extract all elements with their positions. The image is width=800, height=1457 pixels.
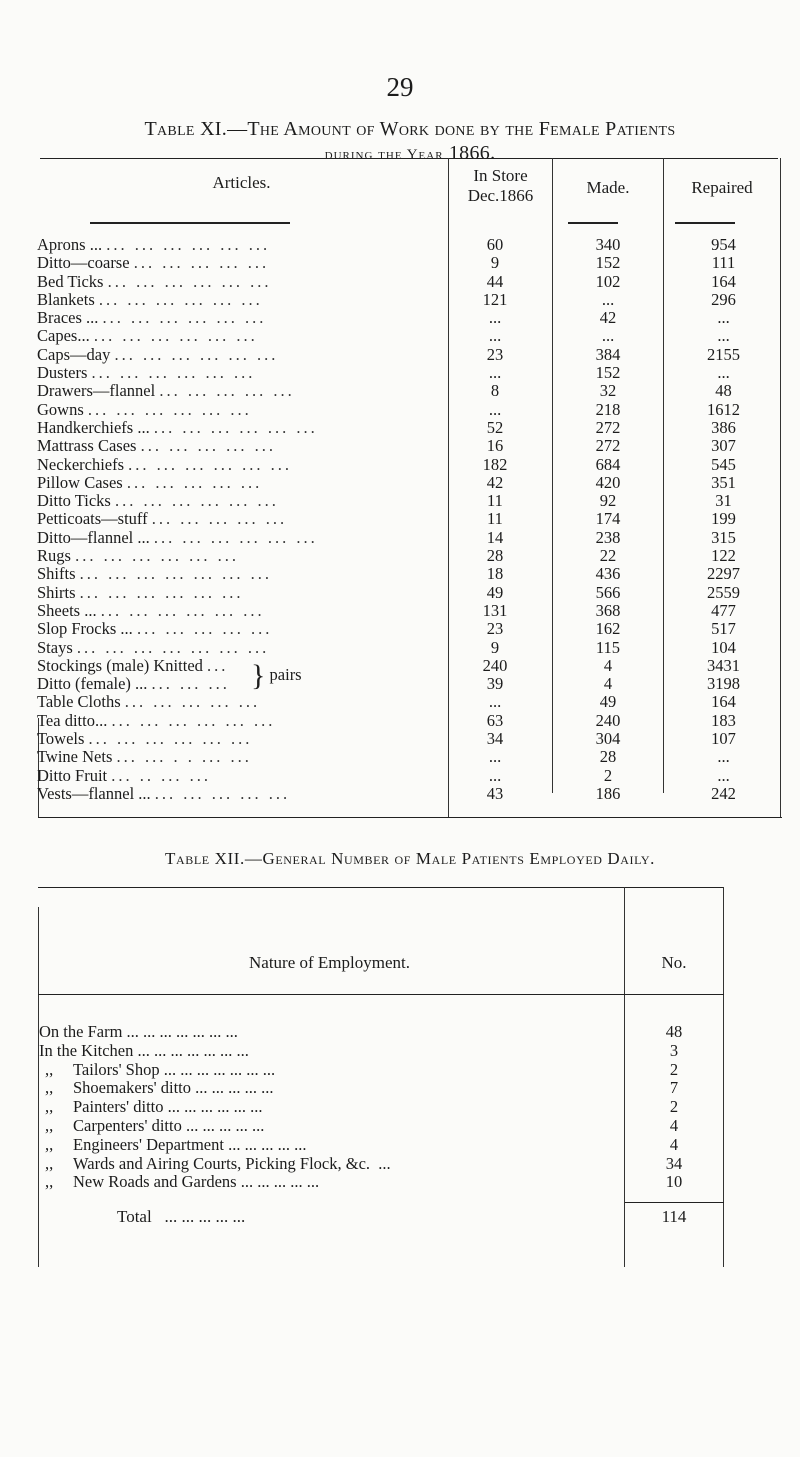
article-label: Stockings (male) Knitted ...: [37, 656, 229, 675]
in-store-value: 42: [486, 472, 504, 492]
table-row: [35, 620, 782, 638]
pairs-brace: } pairs: [251, 659, 302, 693]
made-value: 115: [595, 637, 621, 657]
table-row: [35, 529, 782, 547]
in-store-value: 34: [486, 729, 504, 749]
total-rule: [625, 1202, 724, 1203]
made-value: 240: [595, 710, 621, 730]
table-xi-caption-year: 1866.: [448, 142, 496, 164]
in-store-value: 16: [486, 436, 504, 456]
table-row: [35, 419, 782, 437]
made-value: 28: [599, 747, 617, 767]
table-xi-caption-sub: during the Year: [324, 147, 444, 163]
made-value: 436: [595, 564, 621, 584]
table-row: [35, 712, 782, 730]
in-store-value: 11: [487, 491, 503, 511]
table-row: [35, 1061, 725, 1080]
table-row: [35, 382, 782, 400]
repaired-value: 2559: [707, 582, 740, 602]
made-value: 272: [595, 417, 621, 437]
repaired-value: 517: [711, 619, 736, 639]
header-in-store-line1: In Store: [473, 166, 528, 185]
header-rule: [568, 222, 618, 224]
repaired-value: 31: [715, 491, 732, 511]
table-row: [35, 1155, 725, 1174]
table-row: [35, 1117, 725, 1136]
in-store-value: 240: [482, 655, 508, 675]
header-rule: [90, 222, 290, 224]
header-nature: Nature of Employment.: [249, 953, 410, 972]
in-store-value: 18: [486, 564, 504, 584]
article-label: Ditto Ticks ... ... ... ... ... ...: [37, 492, 279, 511]
article-label: Blankets ... ... ... ... ... ...: [37, 290, 263, 309]
table-row: [35, 327, 782, 345]
repaired-value: 545: [711, 454, 736, 474]
repaired-value: 111: [711, 253, 736, 273]
table-xii-caption-main: General Number of Male Patients Employed Daily.: [262, 849, 655, 868]
in-store-value: 44: [486, 271, 504, 291]
in-store-value: 23: [486, 344, 504, 364]
table-xi-caption-prefix: Table XI.—: [144, 118, 248, 140]
repaired-value: 351: [711, 472, 736, 492]
in-store-value: ...: [488, 363, 502, 383]
in-store-value: ...: [488, 308, 502, 328]
header-articles: Articles.: [212, 173, 271, 192]
table-xii-caption-prefix: Table XII.—: [165, 849, 263, 868]
repaired-value: 164: [711, 271, 736, 291]
in-store-value: 9: [490, 253, 500, 273]
article-label: Gowns ... ... ... ... ... ...: [37, 400, 252, 419]
table-row: [35, 602, 782, 620]
made-value: 49: [599, 692, 617, 712]
article-label: Mattrass Cases ... ... ... ... ...: [37, 437, 276, 456]
in-store-value: 182: [482, 454, 508, 474]
table-row: [35, 675, 782, 693]
in-store-value: 49: [486, 582, 504, 602]
in-store-value: 23: [486, 619, 504, 639]
repaired-value: ...: [717, 308, 730, 328]
article-label: Rugs ... ... ... ... ... ...: [37, 547, 239, 566]
table-row: [35, 767, 782, 785]
repaired-value: 477: [711, 600, 736, 620]
in-store-value: ...: [488, 399, 502, 419]
repaired-value: 164: [711, 692, 736, 712]
made-value: 272: [595, 436, 621, 456]
employment-label: ,, Carpenters' ditto ... ... ... ... ...: [45, 1116, 265, 1135]
article-label: Petticoats—stuff ... ... ... ... ...: [37, 510, 288, 529]
table-row: [35, 1023, 725, 1042]
table-xii: [35, 887, 725, 1457]
employment-count: 10: [665, 1172, 683, 1192]
repaired-value: 2297: [707, 564, 740, 584]
repaired-value: 315: [711, 527, 736, 547]
repaired-value: 386: [711, 417, 736, 437]
article-label: Stays ... ... ... ... ... ... ...: [37, 638, 270, 657]
in-store-value: ...: [488, 747, 502, 767]
header-in-store-line2: Dec.1866: [467, 186, 534, 205]
made-value: 2: [603, 765, 613, 785]
made-value: 420: [595, 472, 621, 492]
table-xi-bottom-rule: [38, 817, 782, 818]
article-label: Slop Frocks ... ... ... ... ... ...: [37, 620, 273, 639]
total-value: 114: [661, 1207, 687, 1226]
article-label: Ditto—coarse ... ... ... ... ...: [37, 254, 270, 273]
page-number: 29: [386, 72, 414, 102]
repaired-value: 122: [711, 546, 736, 566]
made-value: 22: [599, 546, 617, 566]
made-value: ...: [601, 326, 615, 346]
article-label: Towels ... ... ... ... ... ...: [37, 730, 253, 749]
in-store-value: 28: [486, 546, 504, 566]
table-row: [35, 291, 782, 309]
repaired-value: ...: [717, 765, 730, 785]
article-label: Handkerchiefs ... ... ... ... ... ... ...: [37, 418, 318, 437]
made-value: 304: [595, 729, 621, 749]
made-value: 368: [595, 600, 621, 620]
article-label: Caps—day ... ... ... ... ... ...: [37, 345, 279, 364]
made-value: 42: [599, 308, 617, 328]
table-row: [35, 693, 782, 711]
table-row: [35, 309, 782, 327]
made-value: 340: [595, 235, 621, 254]
in-store-value: 63: [486, 710, 504, 730]
article-label: Table Cloths ... ... ... ... ...: [37, 693, 261, 712]
repaired-value: 183: [711, 710, 736, 730]
table-row: [35, 437, 782, 455]
table-row: [35, 1098, 725, 1117]
in-store-value: 8: [490, 381, 500, 401]
repaired-value: 107: [711, 729, 736, 749]
table-row: [35, 346, 782, 364]
made-value: 4: [603, 674, 613, 694]
in-store-value: 43: [486, 783, 504, 803]
in-store-value: ...: [488, 326, 502, 346]
in-store-value: 121: [482, 289, 508, 309]
made-value: 566: [595, 582, 621, 602]
article-label: Tea ditto... ... ... ... ... ... ...: [37, 711, 276, 730]
table-row: [35, 456, 782, 474]
table-row: [35, 748, 782, 766]
employment-count: 2: [669, 1097, 679, 1117]
employment-label: On the Farm ... ... ... ... ... ... ...: [39, 1023, 238, 1041]
employment-count: 2: [669, 1059, 679, 1079]
employment-count: 48: [665, 1022, 683, 1041]
made-value: 4: [603, 655, 613, 675]
article-label: Aprons ... ... ... ... ... ... ...: [37, 236, 271, 254]
header-repaired: Repaired: [691, 178, 753, 197]
repaired-value: 3198: [707, 674, 740, 694]
article-label: Shirts ... ... ... ... ... ...: [37, 583, 244, 602]
article-label: Neckerchiefs ... ... ... ... ... ...: [37, 455, 293, 474]
repaired-value: 48: [715, 381, 732, 401]
made-value: 162: [595, 619, 621, 639]
made-value: 174: [595, 509, 621, 529]
made-value: ...: [601, 289, 615, 309]
employment-label: ,, Shoemakers' ditto ... ... ... ... ...: [45, 1079, 274, 1098]
pairs-label: pairs: [269, 664, 302, 684]
article-label: Dusters ... ... ... ... ... ...: [37, 364, 256, 383]
employment-label: ,, Wards and Airing Courts, Picking Flock, &c. ...: [45, 1154, 391, 1173]
table-xi-body: [35, 236, 782, 803]
employment-count: 4: [669, 1134, 679, 1154]
article-label: Ditto—flannel ... ... ... ... ... ... ...: [37, 528, 318, 547]
article-label: Twine Nets ... ... . . ... ...: [37, 748, 252, 767]
employment-label: In the Kitchen ... ... ... ... ... ... ...: [39, 1041, 249, 1060]
table-xi-caption-main: The Amount of Work done by the Female Patients: [247, 118, 676, 140]
repaired-value: 307: [711, 436, 736, 456]
table-row: [35, 565, 782, 583]
made-value: 684: [595, 454, 621, 474]
table-row: [35, 510, 782, 528]
repaired-value: 199: [711, 509, 736, 529]
repaired-value: 104: [711, 637, 736, 657]
table-row: [35, 1079, 725, 1098]
table-row: [35, 1136, 725, 1155]
in-store-value: 14: [486, 527, 504, 547]
employment-label: ,, Painters' ditto ... ... ... ... ... ...: [45, 1098, 263, 1117]
article-label: Pillow Cases ... ... ... ... ...: [37, 473, 263, 492]
repaired-value: ...: [717, 363, 730, 383]
table-row: [35, 547, 782, 565]
in-store-value: 9: [490, 637, 500, 657]
article-label: Sheets ... ... ... ... ... ... ...: [37, 601, 265, 620]
header-made: Made.: [586, 178, 630, 197]
made-value: 152: [595, 363, 621, 383]
table-row: [35, 364, 782, 382]
made-value: 218: [595, 399, 621, 419]
table-row: [35, 584, 782, 602]
table-row: [35, 639, 782, 657]
in-store-value: 131: [482, 600, 508, 620]
table-row: [35, 730, 782, 748]
table-row: [35, 474, 782, 492]
header-in-store: [449, 166, 552, 206]
made-value: 32: [599, 381, 617, 401]
employment-count: 34: [665, 1153, 683, 1173]
employment-label: ,, Engineers' Department ... ... ... ... ...: [45, 1135, 307, 1154]
repaired-value: 954: [711, 235, 736, 254]
employment-count: 3: [669, 1040, 679, 1060]
table-xi: [35, 158, 782, 818]
made-value: 102: [595, 271, 621, 291]
table-row: [35, 254, 782, 272]
total-label: Total ... ... ... ... ...: [117, 1207, 246, 1226]
employment-count: 7: [669, 1078, 679, 1098]
employment-label: ,, Tailors' Shop ... ... ... ... ... ... ...: [45, 1060, 276, 1079]
table-row: [35, 785, 782, 803]
header-no: No.: [661, 953, 687, 972]
made-value: 384: [595, 344, 621, 364]
in-store-value: 60: [486, 235, 504, 254]
header-rule: [38, 994, 724, 995]
article-label: Shifts ... ... ... ... ... ... ...: [37, 565, 273, 584]
article-label: Ditto (female) ... ... ... ...: [37, 675, 230, 694]
table-xii-caption: [50, 849, 770, 869]
in-store-value: 39: [486, 674, 504, 694]
table-xi-title-line: [50, 117, 770, 141]
header-rule: [675, 222, 735, 224]
article-label: Bed Ticks ... ... ... ... ... ...: [37, 272, 272, 291]
repaired-value: ...: [717, 747, 730, 767]
table-row: [35, 236, 782, 254]
employment-label: ,, New Roads and Gardens ... ... ... ... ...: [45, 1173, 320, 1192]
article-label: Drawers—flannel ... ... ... ... ...: [37, 382, 295, 401]
repaired-value: 242: [711, 783, 736, 803]
table-row: [35, 1173, 725, 1192]
in-store-value: ...: [488, 765, 502, 785]
repaired-value: 1612: [707, 399, 740, 419]
made-value: 186: [595, 783, 621, 803]
repaired-value: 296: [711, 289, 736, 309]
in-store-value: 52: [486, 417, 504, 437]
made-value: 238: [595, 527, 621, 547]
article-label: Capes... ... ... ... ... ... ...: [37, 327, 258, 346]
table-xii-body: [35, 1023, 725, 1192]
repaired-value: 2155: [707, 344, 740, 364]
article-label: Ditto Fruit ... .. ... ...: [37, 766, 212, 785]
repaired-value: 3431: [707, 655, 740, 675]
employment-count: 4: [669, 1115, 679, 1135]
in-store-value: 11: [487, 509, 503, 529]
repaired-value: ...: [717, 326, 730, 346]
article-label: Braces ... ... ... ... ... ... ...: [37, 309, 267, 328]
table-row: [35, 1042, 725, 1061]
made-value: 152: [595, 253, 621, 273]
in-store-value: ...: [488, 692, 502, 712]
made-value: 92: [599, 491, 617, 511]
table-row: [35, 492, 782, 510]
article-label: Vests—flannel ... ... ... ... ... ...: [37, 784, 291, 803]
table-row: [35, 401, 782, 419]
table-xii-top-rule: [38, 887, 724, 888]
table-row: [35, 273, 782, 291]
table-xi-top-rule: [40, 158, 778, 159]
